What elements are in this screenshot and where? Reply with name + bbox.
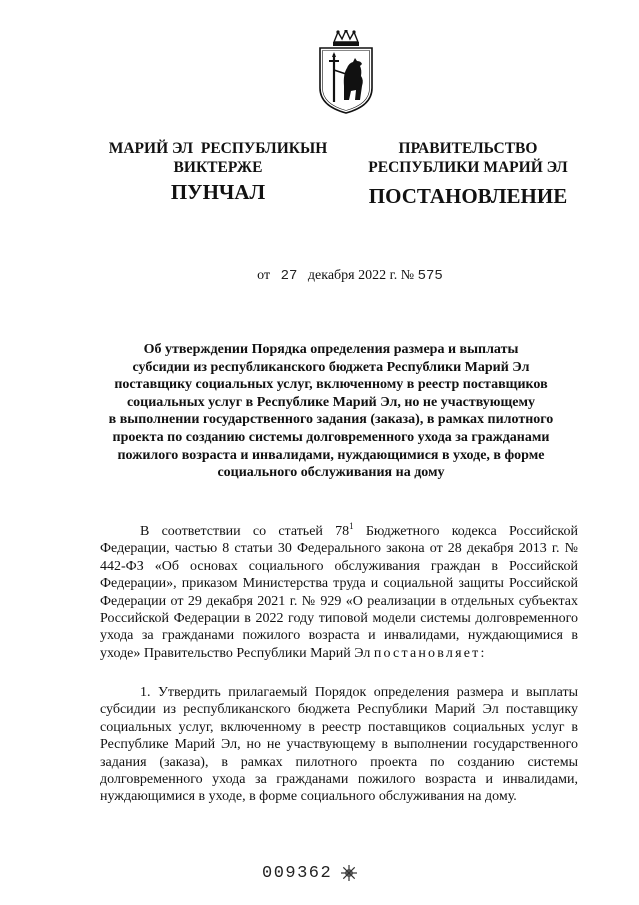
title-line: субсидии из республиканского бюджета Республики Марий Эл: [132, 359, 530, 375]
header-left-line2: ВИКТЕРЖЕ: [173, 159, 263, 176]
header-left-authority: [88, 139, 348, 177]
header-right-doc-type: ПОСТАНОВЛЕНИЕ: [368, 184, 568, 208]
document-number: 575: [417, 268, 443, 284]
date-line: [200, 268, 500, 284]
article-superscript: 1: [349, 521, 354, 531]
title-line: в выполнении государственного задания (заказа), в рамках пилотного: [108, 412, 554, 428]
header-right-line2: РЕСПУБЛИКИ МАРИЙ ЭЛ: [368, 159, 568, 176]
preamble-resolves: постановляет:: [373, 645, 487, 661]
body-paragraph-item-1: 1. Утвердить прилагаемый Порядок определения размера и выплаты субсидии из республиканского бюджета Республики Марий Эл поставщику социальных услуг, включенному в реестр поставщиков социальных услуг в Республике Марий Эл, но не участвующему в выполнении государственного задания (заказа), в рамках пилотного проекта по созданию системы долговременного ухода за гражданами пожилого возраста и инвалидами, нуждающимися в уходе, в форме социального обслуживания на дому.: [100, 685, 578, 805]
title-line: пожилого возраста и инвалидами, нуждающимися в уходе, в форме: [117, 447, 545, 463]
date-month-year: декабря 2022 г. №: [307, 268, 415, 283]
title-line: проекта по созданию системы долговременного ухода за гражданами: [112, 429, 550, 445]
preamble-text-start: В соответствии со статьей 78: [140, 524, 350, 539]
date-day: 27: [280, 268, 298, 284]
title-line: Об утверждении Порядка определения размера и выплаты: [143, 342, 519, 357]
coat-of-arms-icon: [316, 30, 376, 114]
body-paragraph-preamble: [100, 523, 578, 662]
title-line: поставщику социальных услуг, включенному в реестр поставщиков: [114, 377, 548, 393]
header-right-line1: ПРАВИТЕЛЬСТВО: [398, 140, 538, 157]
title-line: социального обслуживания на дому: [217, 465, 445, 481]
serial-number: 009362: [262, 864, 333, 883]
header-left-line1: МАРИЙ ЭЛ РЕСПУБЛИКЫН: [108, 140, 328, 157]
title-line: социальных услуг в Республике Марий Эл, но не участвующему: [126, 394, 536, 410]
document-title: [105, 341, 557, 482]
ornament-mark-icon: [340, 864, 358, 882]
date-prefix: от: [257, 268, 271, 283]
header-right-authority: [352, 139, 584, 177]
preamble-text-main: Бюджетного кодекса Российской Федерации, частью 8 статьи 30 Федерального закона от 28 декабря 2013 г. № 442-ФЗ «Об основах социального обслуживания граждан в Российской Федерации», приказом Министерства труда и социальной защиты Российской Федерации от 29 декабря 2021 г. № 929 «О реализации в отдельных субъектах Российской Федерации в 2022 году типовой модели системы долговременного ухода за гражданами пожилого возраста и инвалидами, нуждающимися в уходе» Правительство Республики Марий Эл: [100, 524, 578, 661]
header-left-doc-type: ПУНЧАЛ: [170, 180, 266, 204]
